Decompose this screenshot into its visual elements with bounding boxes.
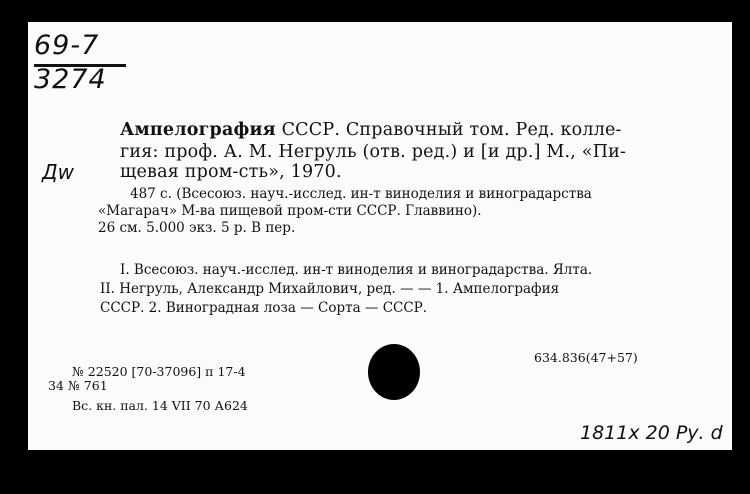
tracing-line-2: II. Негруль, Александр Михайлович, ред. — — 1. Ампелография [100,281,560,297]
collation-line-2: «Магарач» М-ва пищевой пром-сти СССР. Главвино). [98,203,482,219]
call-number-top: 69-7 [34,30,100,61]
card-number: № 22520 [70-37096] п 17-4 [72,364,246,379]
title-line-3: щевая пром-сть», 1970. [120,162,342,182]
collation-line-3: 26 см. 5.000 экз. 5 р. В пер. [98,220,296,236]
tracing-line-1: I. Всесоюз. науч.-исслед. ин-т виноделия и виноградарства. Ялта. [120,262,593,278]
footer-line-3: Вс. кн. пал. 14 VII 70 А624 [72,398,248,413]
title-line-2: гия: проф. А. М. Негруль (отв. ред.) и [и др.] М., «Пи- [120,142,627,162]
catalog-card [28,22,732,450]
punch-hole [368,344,420,400]
classification-code: 634.836(47+57) [534,350,638,365]
footer-line-2-prefix: 34 [48,378,64,393]
tracing-line-3: СССР. 2. Виноградная лоза — Сорта — СССР. [100,300,428,316]
title-bold: Ампелография [120,120,276,140]
handwritten-annotation: 1811x 20 Ру. d [580,422,723,444]
title-line-1 [120,120,622,140]
title-line-1-rest: СССР. Справочный том. Ред. колле- [275,120,622,140]
collation-line-1: 487 с. (Всесоюз. науч.-исслед. ин-т виноделия и виноградарства [130,186,592,202]
handwritten-mark: Дw [42,160,74,184]
call-number-bottom: 3274 [34,64,107,95]
footer-line-2: № 761 [68,378,108,393]
